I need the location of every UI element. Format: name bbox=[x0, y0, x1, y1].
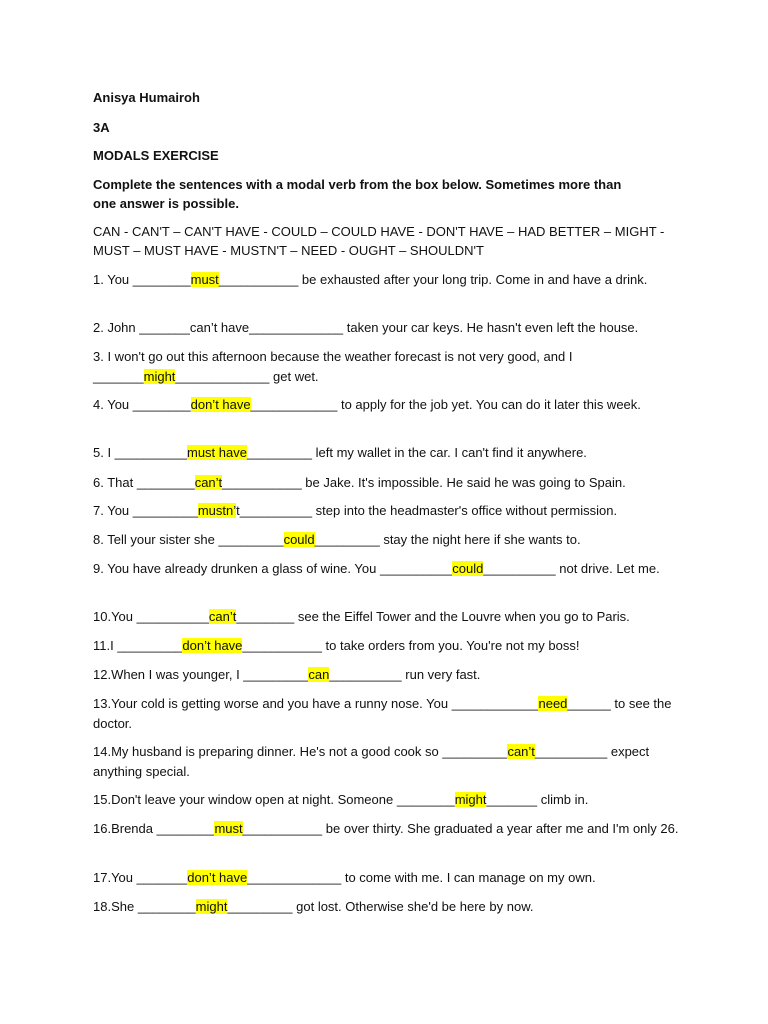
answer-highlight: could bbox=[452, 561, 484, 576]
exercise-item: 2. John _______can’t have_____________ taken your car keys. He hasn't even left the house. bbox=[93, 320, 639, 335]
answer-highlight: don’t have bbox=[190, 397, 251, 412]
answer-highlight: can’t bbox=[208, 609, 237, 624]
exercise-item: 12.When I was younger, I _________can__________ run very fast. bbox=[93, 667, 481, 682]
exercise-item: 13.Your cold is getting worse and you have a runny nose. You ____________need______ to see the doctor. bbox=[93, 696, 672, 731]
answer-highlight: could bbox=[283, 532, 315, 547]
answer-highlight: might bbox=[195, 899, 228, 914]
answer-highlight: can’t bbox=[194, 475, 223, 490]
instructions-line-1: Complete the sentences with a modal verb from the box below. Sometimes more than bbox=[93, 177, 622, 192]
answer-highlight: can bbox=[308, 667, 330, 682]
answer-highlight: must bbox=[190, 272, 219, 287]
exercise-item: 3. I won't go out this afternoon because the weather forecast is not very good, and I _______might_____________ get wet. bbox=[93, 349, 573, 384]
exercise-item: 17.You _______don’t have_____________ to come with me. I can manage on my own. bbox=[93, 870, 596, 885]
exercise-item: 1. You ________must___________ be exhausted after your long trip. Come in and have a drink. bbox=[93, 272, 648, 287]
instructions-line-2: one answer is possible. bbox=[93, 196, 239, 211]
answer-highlight: might bbox=[454, 792, 487, 807]
exercise-item: 9. You have already drunken a glass of wine. You __________could__________ not drive. Let me. bbox=[93, 561, 660, 576]
answer-highlight: don’t have bbox=[187, 870, 248, 885]
exercise-item: 16.Brenda ________must___________ be over thirty. She graduated a year after me and I'm only 26. bbox=[93, 821, 679, 836]
answer-highlight: must have bbox=[186, 445, 247, 460]
word-box-line-1: CAN - CAN'T – CAN'T HAVE - COULD – COULD HAVE - DON'T HAVE – HAD BETTER – MIGHT - bbox=[93, 224, 665, 239]
exercise-item: 14.My husband is preparing dinner. He's not a good cook so _________can’t__________ expect anything special. bbox=[93, 744, 650, 779]
answer-highlight: don’t have bbox=[182, 638, 243, 653]
word-box-line-2: MUST – MUST HAVE - MUSTN'T – NEED - OUGHT – SHOULDN'T bbox=[93, 243, 484, 258]
exercise-item: 18.She ________might_________ got lost. Otherwise she'd be here by now. bbox=[93, 899, 534, 914]
exercise-item: 15.Don't leave your window open at night. Someone ________might_______ climb in. bbox=[93, 792, 589, 807]
exercise-item: 4. You ________don’t have____________ to apply for the job yet. You can do it later this week. bbox=[93, 397, 641, 412]
exercise-item: 8. Tell your sister she _________could_________ stay the night here if she wants to. bbox=[93, 532, 581, 547]
answer-highlight: might bbox=[143, 368, 176, 384]
page-title: MODALS EXERCISE bbox=[93, 148, 219, 163]
answer-highlight: can’t bbox=[507, 744, 535, 759]
answer-highlight: must bbox=[214, 821, 243, 836]
student-name: Anisya Humairoh bbox=[93, 90, 200, 105]
exercise-item: 6. That ________can’t___________ be Jake. It's impossible. He said he was going to Spain. bbox=[93, 475, 626, 490]
class-label: 3A bbox=[93, 120, 110, 135]
exercise-item: 7. You _________mustn’t__________ step into the headmaster's office without permission. bbox=[93, 503, 618, 518]
exercise-item: 10.You __________can’t________ see the Eiffel Tower and the Louvre when you go to Paris. bbox=[93, 609, 630, 624]
answer-highlight: mustn’ bbox=[197, 503, 237, 518]
exercise-item: 5. I __________must have_________ left my wallet in the car. I can't find it anywhere. bbox=[93, 445, 587, 460]
answer-highlight: need bbox=[538, 696, 568, 711]
exercise-item: 11.I _________don’t have___________ to take orders from you. You're not my boss! bbox=[93, 638, 580, 653]
